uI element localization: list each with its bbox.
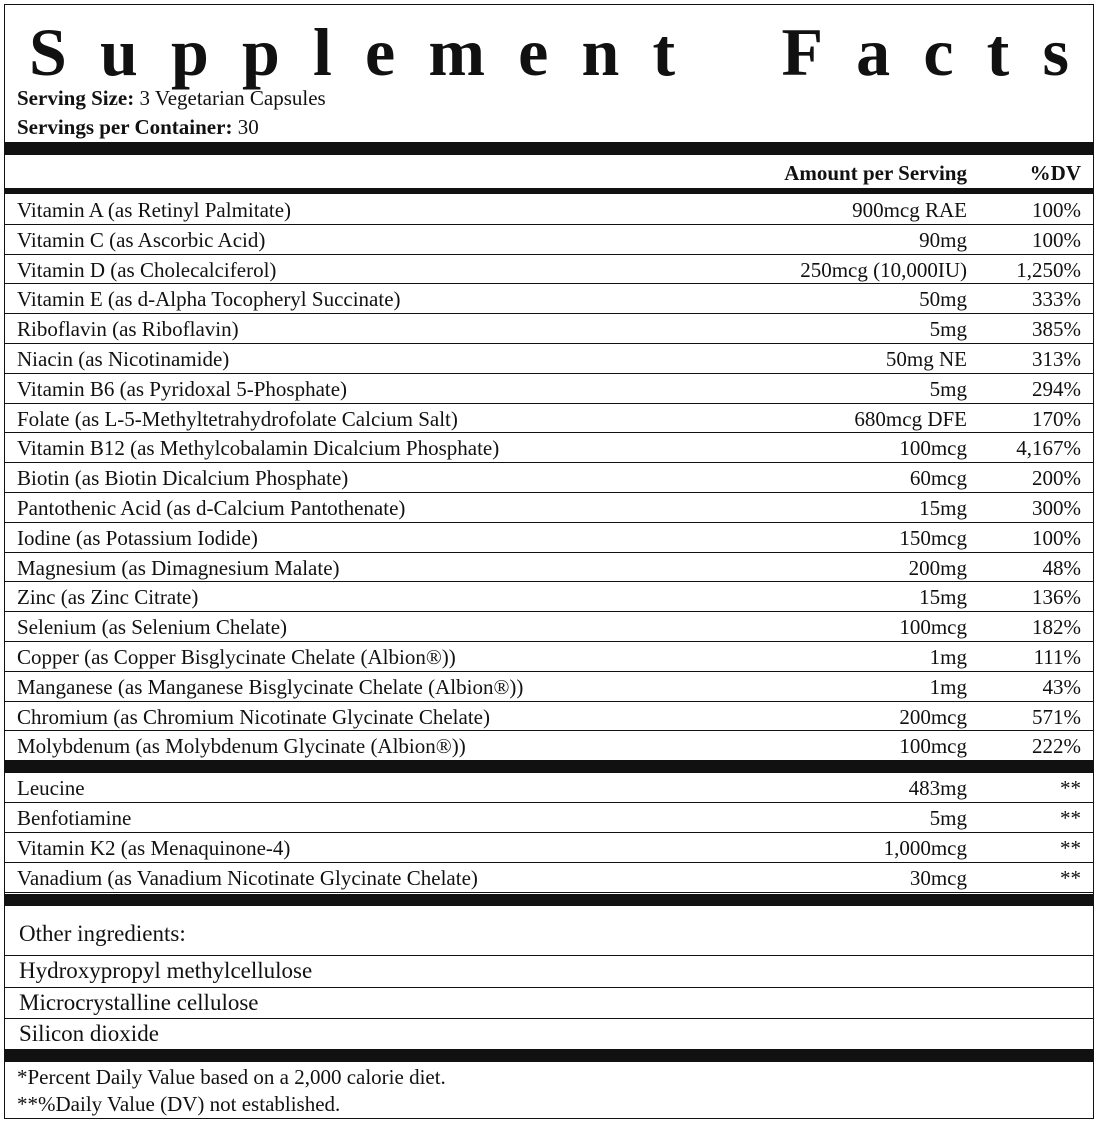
servings-per-container-label: Servings per Container: (17, 115, 233, 139)
title-letter: t (986, 14, 1010, 90)
nutrient-amount: 15mg (919, 585, 967, 610)
nutrient-name: Vitamin D (as Cholecalciferol) (17, 257, 277, 282)
other-ingredients-heading (5, 919, 1093, 953)
ingredient-text: Hydroxypropyl methylcellulose (19, 958, 313, 983)
table-row (5, 833, 1093, 863)
ingredient-item (5, 987, 1093, 1019)
nutrient-dv: 48% (1042, 555, 1081, 580)
serving-size-value: 3 Vegetarian Capsules (139, 86, 326, 110)
nutrient-name: Chromium (as Chromium Nicotinate Glycinate Chelate) (17, 704, 490, 729)
nutrient-name: Vitamin B12 (as Methylcobalamin Dicalcium Phosphate) (17, 436, 500, 461)
nutrient-name: Selenium (as Selenium Chelate) (17, 615, 288, 640)
title-letter: e (518, 14, 549, 90)
title-letter: p (170, 14, 209, 90)
servings-per-container-value: 30 (237, 115, 259, 139)
title-letter: l (312, 14, 332, 90)
amount-per-serving-header: Amount per Serving (784, 161, 967, 185)
nutrient-amount: 5mg (929, 317, 967, 342)
table-row (5, 863, 1093, 893)
label-title (29, 13, 1069, 91)
nutrient-name: Biotin (as Biotin Dicalcium Phosphate) (17, 466, 349, 491)
nutrient-name: Pantothenic Acid (as d-Calcium Pantothenate) (17, 496, 406, 520)
table-row (5, 195, 1093, 225)
title-letter: e (365, 14, 396, 90)
nutrient-name: Copper (as Copper Bisglycinate Chelate (Albion®)) (17, 645, 456, 669)
table-row (5, 803, 1093, 833)
nutrient-dv: 200% (1032, 466, 1081, 491)
nutrient-name: Vanadium (as Vanadium Nicotinate Glycinate Chelate) (17, 866, 478, 890)
title-letter: t (652, 14, 676, 90)
nutrient-amount: 60mcg (909, 466, 967, 491)
title-letter: F (781, 14, 823, 90)
nutrient-amount: 50mg NE (885, 347, 967, 371)
nutrient-name: Benfotiamine (17, 806, 132, 830)
nutrient-name: Leucine (17, 776, 85, 800)
nutrient-dv: ** (1060, 836, 1081, 860)
nutrient-dv: 333% (1032, 287, 1081, 312)
nutrient-amount: 200mcg (899, 704, 967, 729)
table-row (5, 255, 1093, 285)
ingredient-text: Silicon dioxide (19, 1021, 159, 1046)
nutrient-amount: 5mg (929, 376, 967, 401)
ingredient-item (5, 955, 1093, 987)
nutrient-name: Zinc (as Zinc Citrate) (17, 585, 199, 610)
dv-header: %DV (1029, 161, 1081, 185)
nutrient-name: Vitamin A (as Retinyl Palmitate) (17, 198, 292, 222)
nutrient-amount: 900mcg RAE (852, 198, 967, 222)
ingredient-item (5, 1018, 1093, 1050)
nutrient-name: Magnesium (as Dimagnesium Malate) (17, 555, 340, 580)
table-row (5, 463, 1093, 493)
supplement-facts-label (4, 4, 1094, 1119)
title-letter: S (29, 14, 67, 90)
title-letter: m (428, 14, 485, 90)
nutrient-amount: 250mcg (10,000IU) (800, 257, 967, 282)
nutrient-amount: 483mg (908, 776, 967, 800)
table-row (5, 284, 1093, 314)
ingredient-text: Microcrystalline cellulose (19, 989, 259, 1015)
thick-divider (5, 761, 1093, 773)
nutrient-name: Riboflavin (as Riboflavin) (17, 317, 239, 342)
footnote-dv-not-established: **%Daily Value (DV) not established. (17, 1092, 341, 1116)
nutrient-amount: 15mg (919, 496, 967, 520)
nutrient-name: Vitamin B6 (as Pyridoxal 5-Phosphate) (17, 376, 348, 401)
nutrient-dv: 182% (1032, 615, 1081, 640)
title-letter (708, 13, 748, 91)
title-letter: u (99, 14, 138, 90)
other-ingredients-heading-text: Other ingredients: (19, 921, 186, 946)
nutrient-dv: 170% (1032, 406, 1081, 431)
serving-size-label: Serving Size: (17, 86, 135, 110)
nutrient-name: Folate (as L-5-Methyltetrahydrofolate Calcium Salt) (17, 406, 458, 431)
table-row (5, 493, 1093, 523)
nutrient-amount: 1mg (929, 674, 967, 699)
nutrient-dv: 313% (1032, 347, 1081, 371)
nutrient-amount: 200mg (908, 555, 967, 580)
nutrient-dv: 43% (1042, 674, 1081, 699)
table-row (5, 642, 1093, 672)
header-divider (5, 188, 1093, 194)
nutrient-dv: 136% (1032, 585, 1081, 610)
table-row (5, 612, 1093, 642)
table-row (5, 344, 1093, 374)
thick-divider (5, 894, 1093, 906)
table-row (5, 523, 1093, 553)
footnote-percent-dv: *Percent Daily Value based on a 2,000 calorie diet. (17, 1065, 446, 1089)
nutrient-name: Molybdenum (as Molybdenum Glycinate (Albion®)) (17, 734, 466, 759)
nutrient-name: Vitamin E (as d-Alpha Tocopheryl Succinate) (17, 287, 401, 312)
table-row (5, 374, 1093, 404)
nutrient-dv: 100% (1032, 227, 1081, 252)
nutrient-amount: 90mg (919, 227, 967, 252)
table-row (5, 702, 1093, 732)
nutrient-dv: 294% (1032, 376, 1081, 401)
nutrient-dv: 111% (1033, 645, 1081, 669)
nutrient-dv: 100% (1032, 198, 1081, 222)
title-letter: p (241, 14, 280, 90)
nutrient-dv: 100% (1032, 525, 1081, 550)
table-row (5, 404, 1093, 434)
title-letter: a (856, 14, 891, 90)
nutrient-amount: 150mcg (899, 525, 967, 550)
title-letter: c (923, 14, 954, 90)
nutrient-dv: ** (1060, 806, 1081, 830)
thick-divider (5, 142, 1093, 155)
servings-per-container (17, 113, 259, 141)
nutrient-amount: 1mg (929, 645, 967, 669)
nutrient-amount: 100mcg (899, 436, 967, 461)
title-letter: s (1042, 14, 1069, 90)
nutrient-dv: ** (1060, 776, 1081, 800)
nutrient-dv: 4,167% (1016, 436, 1081, 461)
nutrient-name: Vitamin K2 (as Menaquinone-4) (17, 836, 291, 860)
nutrient-amount: 680mcg DFE (854, 406, 967, 431)
nutrient-dv: 571% (1032, 704, 1081, 729)
table-row (5, 553, 1093, 583)
nutrient-dv: 1,250% (1016, 257, 1081, 282)
table-row (5, 582, 1093, 612)
nutrient-amount: 100mcg (899, 615, 967, 640)
table-row (5, 672, 1093, 702)
table-row (5, 773, 1093, 803)
nutrient-dv: 385% (1032, 317, 1081, 342)
nutrient-amount: 30mcg (909, 866, 967, 890)
nutrient-amount: 50mg (919, 287, 967, 312)
table-row (5, 433, 1093, 463)
nutrient-amount: 100mcg (899, 734, 967, 759)
nutrient-dv: 222% (1032, 734, 1081, 759)
nutrient-amount: 1,000mcg (883, 836, 967, 860)
table-row (5, 225, 1093, 255)
nutrient-name: Niacin (as Nicotinamide) (17, 347, 230, 371)
nutrient-name: Iodine (as Potassium Iodide) (17, 525, 258, 550)
table-row (5, 314, 1093, 344)
thick-divider (5, 1049, 1093, 1062)
nutrient-dv: ** (1060, 866, 1081, 890)
nutrient-dv: 300% (1032, 496, 1081, 520)
serving-size (17, 84, 326, 112)
nutrient-name: Manganese (as Manganese Bisglycinate Chelate (Albion®)) (17, 674, 524, 699)
title-letter: n (581, 14, 620, 90)
nutrient-name: Vitamin C (as Ascorbic Acid) (17, 227, 266, 252)
nutrient-amount: 5mg (929, 806, 967, 830)
table-row (5, 731, 1093, 761)
